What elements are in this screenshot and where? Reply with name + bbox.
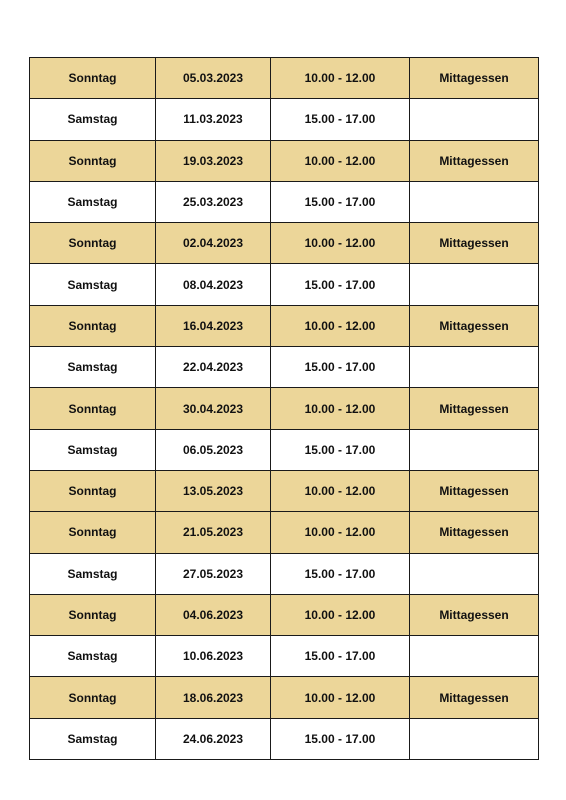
note-cell: Mittagessen: [410, 223, 539, 264]
table-row: [30, 388, 539, 429]
date-cell: 30.04.2023: [156, 388, 271, 429]
date-cell: 06.05.2023: [156, 429, 271, 470]
date-cell: 16.04.2023: [156, 305, 271, 346]
time-cell: 10.00 - 12.00: [271, 594, 410, 635]
time-cell: 15.00 - 17.00: [271, 264, 410, 305]
schedule-body: [30, 58, 539, 760]
date-cell: 11.03.2023: [156, 99, 271, 140]
date-cell: 13.05.2023: [156, 470, 271, 511]
time-cell: 10.00 - 12.00: [271, 677, 410, 718]
table-row: [30, 58, 539, 99]
table-row: [30, 347, 539, 388]
time-cell: 10.00 - 12.00: [271, 140, 410, 181]
note-cell: Mittagessen: [410, 58, 539, 99]
table-row: [30, 470, 539, 511]
table-row: [30, 181, 539, 222]
weekday-cell: Sonntag: [30, 677, 156, 718]
date-cell: 21.05.2023: [156, 512, 271, 553]
time-cell: 10.00 - 12.00: [271, 470, 410, 511]
date-cell: 19.03.2023: [156, 140, 271, 181]
schedule-table: [29, 57, 539, 760]
date-cell: 08.04.2023: [156, 264, 271, 305]
time-cell: 15.00 - 17.00: [271, 99, 410, 140]
date-cell: 10.06.2023: [156, 636, 271, 677]
time-cell: 10.00 - 12.00: [271, 223, 410, 264]
note-cell: [410, 99, 539, 140]
weekday-cell: Sonntag: [30, 594, 156, 635]
time-cell: 15.00 - 17.00: [271, 181, 410, 222]
weekday-cell: Samstag: [30, 181, 156, 222]
note-cell: Mittagessen: [410, 388, 539, 429]
table-row: [30, 677, 539, 718]
time-cell: 15.00 - 17.00: [271, 429, 410, 470]
table-row: [30, 553, 539, 594]
table-row: [30, 140, 539, 181]
note-cell: [410, 347, 539, 388]
weekday-cell: Samstag: [30, 636, 156, 677]
weekday-cell: Sonntag: [30, 512, 156, 553]
weekday-cell: Sonntag: [30, 223, 156, 264]
weekday-cell: Sonntag: [30, 140, 156, 181]
date-cell: 24.06.2023: [156, 718, 271, 759]
note-cell: Mittagessen: [410, 140, 539, 181]
note-cell: [410, 264, 539, 305]
table-row: [30, 636, 539, 677]
note-cell: Mittagessen: [410, 305, 539, 346]
weekday-cell: Samstag: [30, 429, 156, 470]
weekday-cell: Sonntag: [30, 58, 156, 99]
time-cell: 15.00 - 17.00: [271, 347, 410, 388]
weekday-cell: Samstag: [30, 264, 156, 305]
date-cell: 25.03.2023: [156, 181, 271, 222]
time-cell: 15.00 - 17.00: [271, 636, 410, 677]
time-cell: 10.00 - 12.00: [271, 388, 410, 429]
note-cell: Mittagessen: [410, 594, 539, 635]
time-cell: 10.00 - 12.00: [271, 512, 410, 553]
weekday-cell: Samstag: [30, 553, 156, 594]
date-cell: 04.06.2023: [156, 594, 271, 635]
weekday-cell: Samstag: [30, 347, 156, 388]
table-row: [30, 594, 539, 635]
weekday-cell: Sonntag: [30, 305, 156, 346]
date-cell: 22.04.2023: [156, 347, 271, 388]
date-cell: 05.03.2023: [156, 58, 271, 99]
weekday-cell: Sonntag: [30, 470, 156, 511]
note-cell: Mittagessen: [410, 512, 539, 553]
date-cell: 27.05.2023: [156, 553, 271, 594]
weekday-cell: Samstag: [30, 718, 156, 759]
time-cell: 15.00 - 17.00: [271, 553, 410, 594]
note-cell: Mittagessen: [410, 470, 539, 511]
time-cell: 10.00 - 12.00: [271, 305, 410, 346]
table-row: [30, 512, 539, 553]
note-cell: Mittagessen: [410, 677, 539, 718]
weekday-cell: Samstag: [30, 99, 156, 140]
date-cell: 02.04.2023: [156, 223, 271, 264]
table-row: [30, 718, 539, 759]
note-cell: [410, 636, 539, 677]
table-row: [30, 305, 539, 346]
table-row: [30, 429, 539, 470]
time-cell: 15.00 - 17.00: [271, 718, 410, 759]
note-cell: [410, 429, 539, 470]
note-cell: [410, 181, 539, 222]
note-cell: [410, 718, 539, 759]
time-cell: 10.00 - 12.00: [271, 58, 410, 99]
table-row: [30, 264, 539, 305]
table-row: [30, 223, 539, 264]
note-cell: [410, 553, 539, 594]
weekday-cell: Sonntag: [30, 388, 156, 429]
table-row: [30, 99, 539, 140]
date-cell: 18.06.2023: [156, 677, 271, 718]
